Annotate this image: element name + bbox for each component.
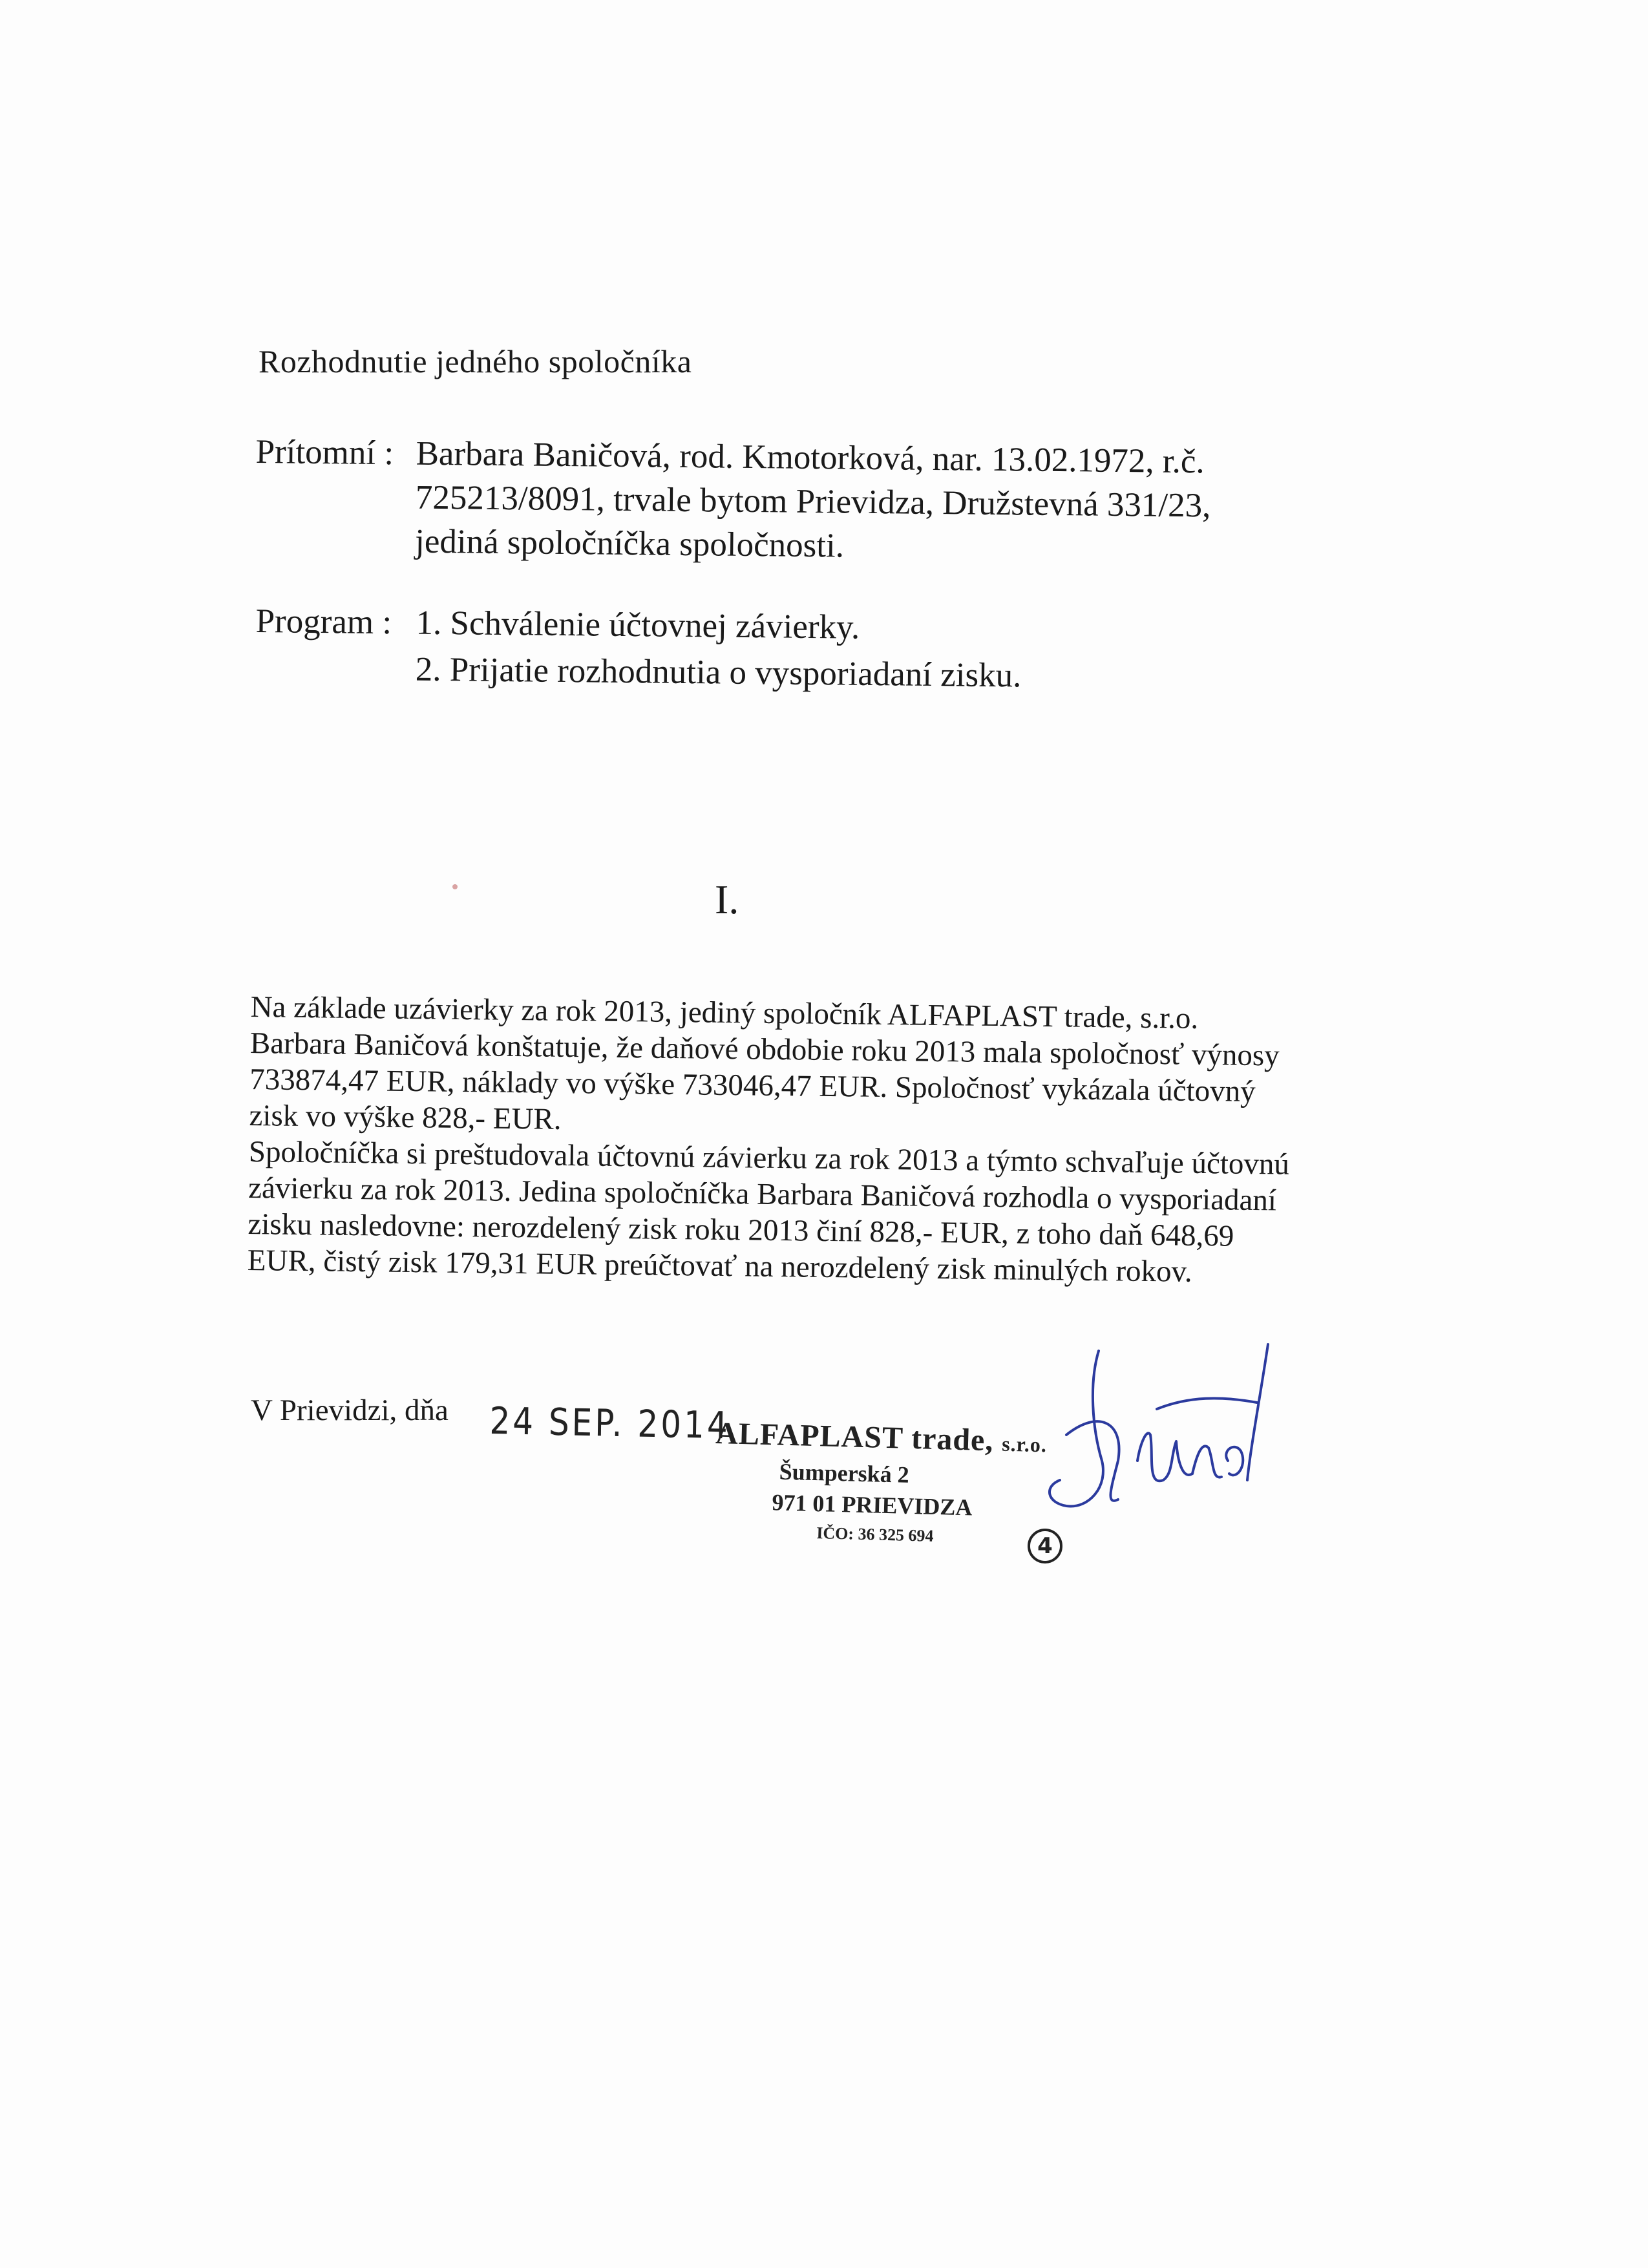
attendees-section — [255, 430, 1212, 571]
signature-stroke — [1137, 1433, 1192, 1481]
signature-stroke — [1247, 1344, 1268, 1480]
signature-stroke — [1192, 1446, 1221, 1477]
signature-stroke — [1157, 1398, 1257, 1409]
program-section — [255, 598, 1022, 699]
attendees-line: jediná spoločníčka spoločnosti. — [414, 522, 845, 565]
program-item: 1. Schválenie účtovnej závierky. — [416, 604, 860, 646]
attendees-line: Barbara Baničová, rod. Kmotorková, nar. 13.02.1972, r.č. — [416, 434, 1205, 481]
section-number: I. — [715, 876, 739, 922]
decision-body — [248, 989, 1291, 1291]
stamp-suffix: s.r.o. — [1001, 1432, 1048, 1457]
body-line: závierku za rok 2013. Jedina spoločníčka Barbara Baničová rozhodla o vysporiadaní — [248, 1171, 1277, 1218]
date-stamp: 24 SEP. 2014 — [489, 1399, 731, 1448]
body-line: 733874,47 EUR, náklady vo výške 733046,47 EUR. Spoločnosť vykázala účtovný — [249, 1062, 1256, 1109]
program-item: 2. Prijatie rozhodnutia o vysporiadaní zisku. — [415, 650, 1022, 695]
body-line: Na základe uzávierky za rok 2013, jediný spoločník ALFAPLAST trade, s.r.o. — [250, 990, 1199, 1035]
attendees-label: Prítomní : — [255, 432, 394, 472]
document-title: Rozhodnutie jedného spoločníka — [259, 343, 692, 379]
signature-stroke — [1226, 1447, 1243, 1475]
place-date-label: V Prievidzi, dňa — [251, 1394, 449, 1427]
ink-speck — [452, 884, 458, 889]
signature-stroke — [1066, 1421, 1119, 1501]
body-line: EUR, čistý zisk 179,31 EUR preúčtovať na nerozdelený zisk minulých rokov. — [247, 1243, 1193, 1289]
stamp-name-text: ALFAPLAST trade, — [715, 1415, 995, 1458]
body-line: zisku nasledovne: nerozdelený zisk roku 2013 činí 828,- EUR, z toho daň 648,69 — [248, 1207, 1234, 1253]
company-stamp — [713, 1415, 1048, 1549]
stamp-ico: IČO: 36 325 694 — [816, 1523, 934, 1545]
stamp-company-name — [715, 1415, 1048, 1459]
handwritten-signature — [1028, 1331, 1299, 1564]
program-label: Program : — [255, 602, 392, 642]
stamp-number-badge: 4 — [1028, 1529, 1062, 1563]
signature-strokes — [1050, 1344, 1268, 1506]
program-row-1 — [255, 598, 1022, 652]
body-line: Spoločníčka si preštudovala účtovnú závierku za rok 2013 a týmto schvaľuje účtovnú — [248, 1134, 1290, 1182]
stamp-city: 971 01 PRIEVIDZA — [771, 1489, 973, 1521]
attendees-line: 725213/8091, trvale bytom Prievidza, Družstevná 331/23, — [415, 478, 1211, 525]
body-line: Barbara Baničová konštatuje, že daňové obdobie roku 2013 mala spoločnosť výnosy — [249, 1026, 1280, 1073]
stamp-street: Šumperská 2 — [779, 1458, 910, 1488]
body-line: zisk vo výške 828,- EUR. — [249, 1098, 562, 1136]
